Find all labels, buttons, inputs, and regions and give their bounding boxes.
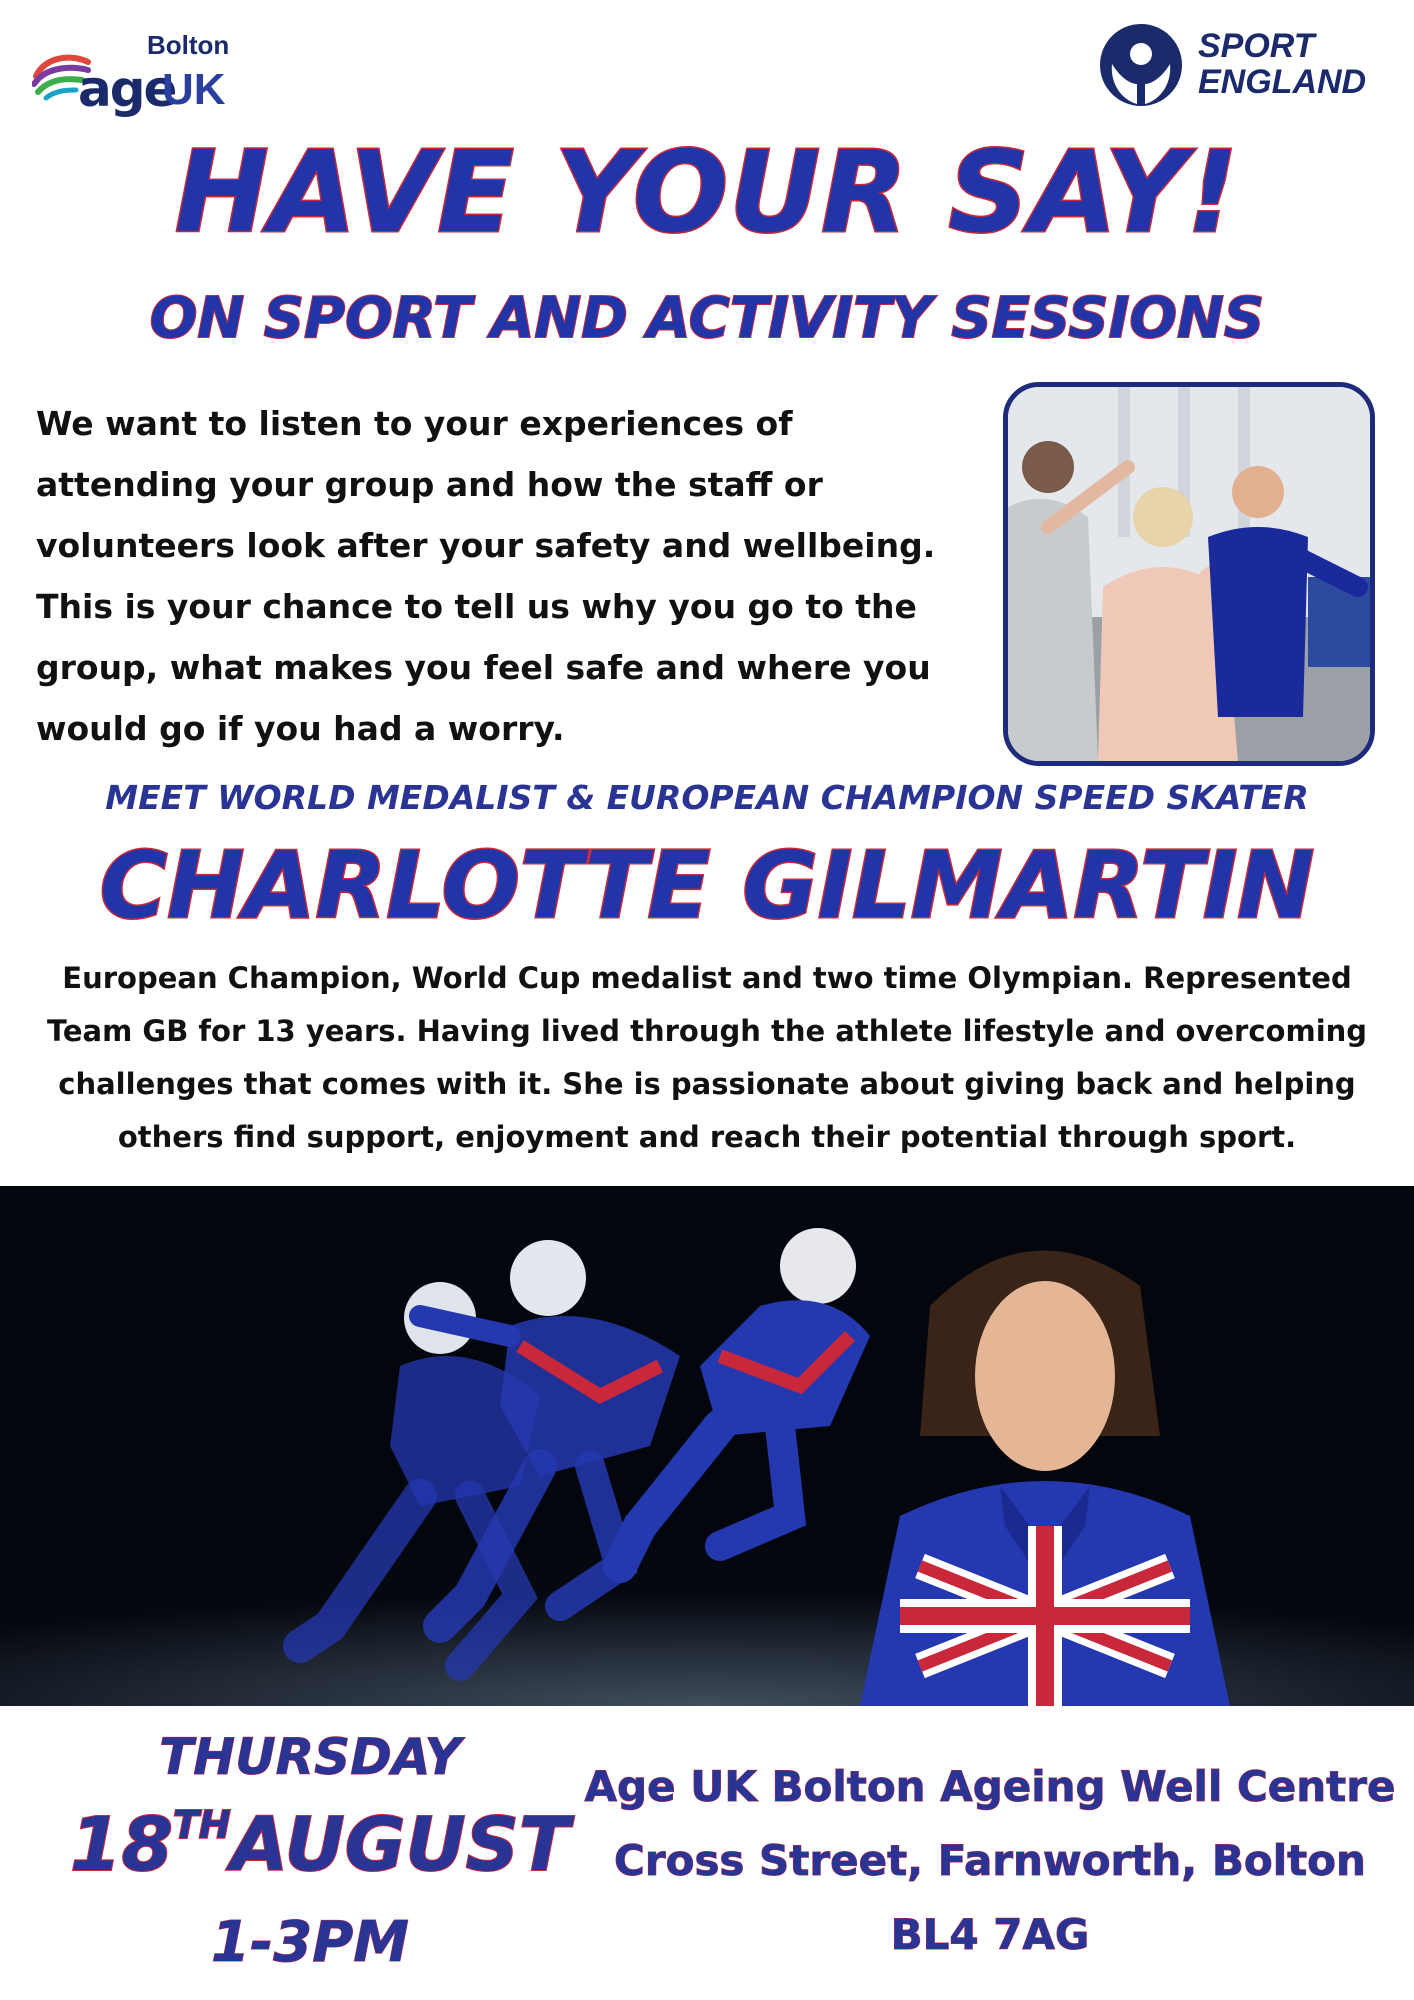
speed-skater-illustration (0, 1186, 1414, 1706)
activity-session-photo (1003, 382, 1375, 766)
venue-postcode: BL4 7AG (890, 1910, 1090, 1959)
event-day: THURSDAY (159, 1728, 461, 1786)
intro-text (36, 393, 976, 759)
venue-address (580, 1750, 1400, 1972)
age-uk-logo (32, 28, 242, 118)
speed-skater-photo (0, 1186, 1414, 1706)
athlete-name: CHARLOTTE GILMARTIN (99, 832, 1315, 939)
sport-england-wordmark (1198, 28, 1366, 100)
activity-photo-illustration (1008, 387, 1370, 761)
subheadline: ON SPORT AND ACTIVITY SESSIONS (149, 286, 1265, 351)
venue-street: Cross Street, Farnworth, Bolton (614, 1836, 1366, 1885)
sport-england-logo (1098, 22, 1388, 108)
sport-england-emblem-icon (1098, 22, 1184, 108)
event-date-suffix: TH (172, 1803, 231, 1847)
event-time: 1-3PM (211, 1910, 409, 1975)
logo-region: Bolton (147, 30, 230, 60)
sport-label: SPORT (1198, 27, 1315, 65)
venue-name: Age UK Bolton Ageing Well Centre (584, 1762, 1396, 1811)
event-month: AUGUST (230, 1802, 570, 1888)
intro-paragraph-2: This is your chance to tell us why you go to the group, what makes you feel safe and where you would go if you had a worry. (36, 587, 931, 748)
logo-age: age (78, 60, 176, 118)
intro-paragraph-1: We want to listen to your experiences of attending your group and how the staff or volunteers look after your safety and wellbeing. (36, 404, 936, 565)
athlete-bio: European Champion, World Cup medalist and two time Olympian. Represented Team GB for 13 years. Having lived through the athlete lifestyle and overcoming challenges that comes with it. She is passionate about giving back and helping others find support, enjoyment and reach their potential through sport. (46, 961, 1368, 1154)
event-date-number: 18 (70, 1802, 173, 1888)
event-date (70, 1802, 569, 1888)
logo-uk: UK (162, 65, 226, 114)
meet-line: MEET WORLD MEDALIST & EUROPEAN CHAMPION SPEED SKATER (105, 778, 1309, 817)
headline: HAVE YOUR SAY! (174, 128, 1240, 258)
england-label: ENGLAND (1198, 63, 1367, 101)
